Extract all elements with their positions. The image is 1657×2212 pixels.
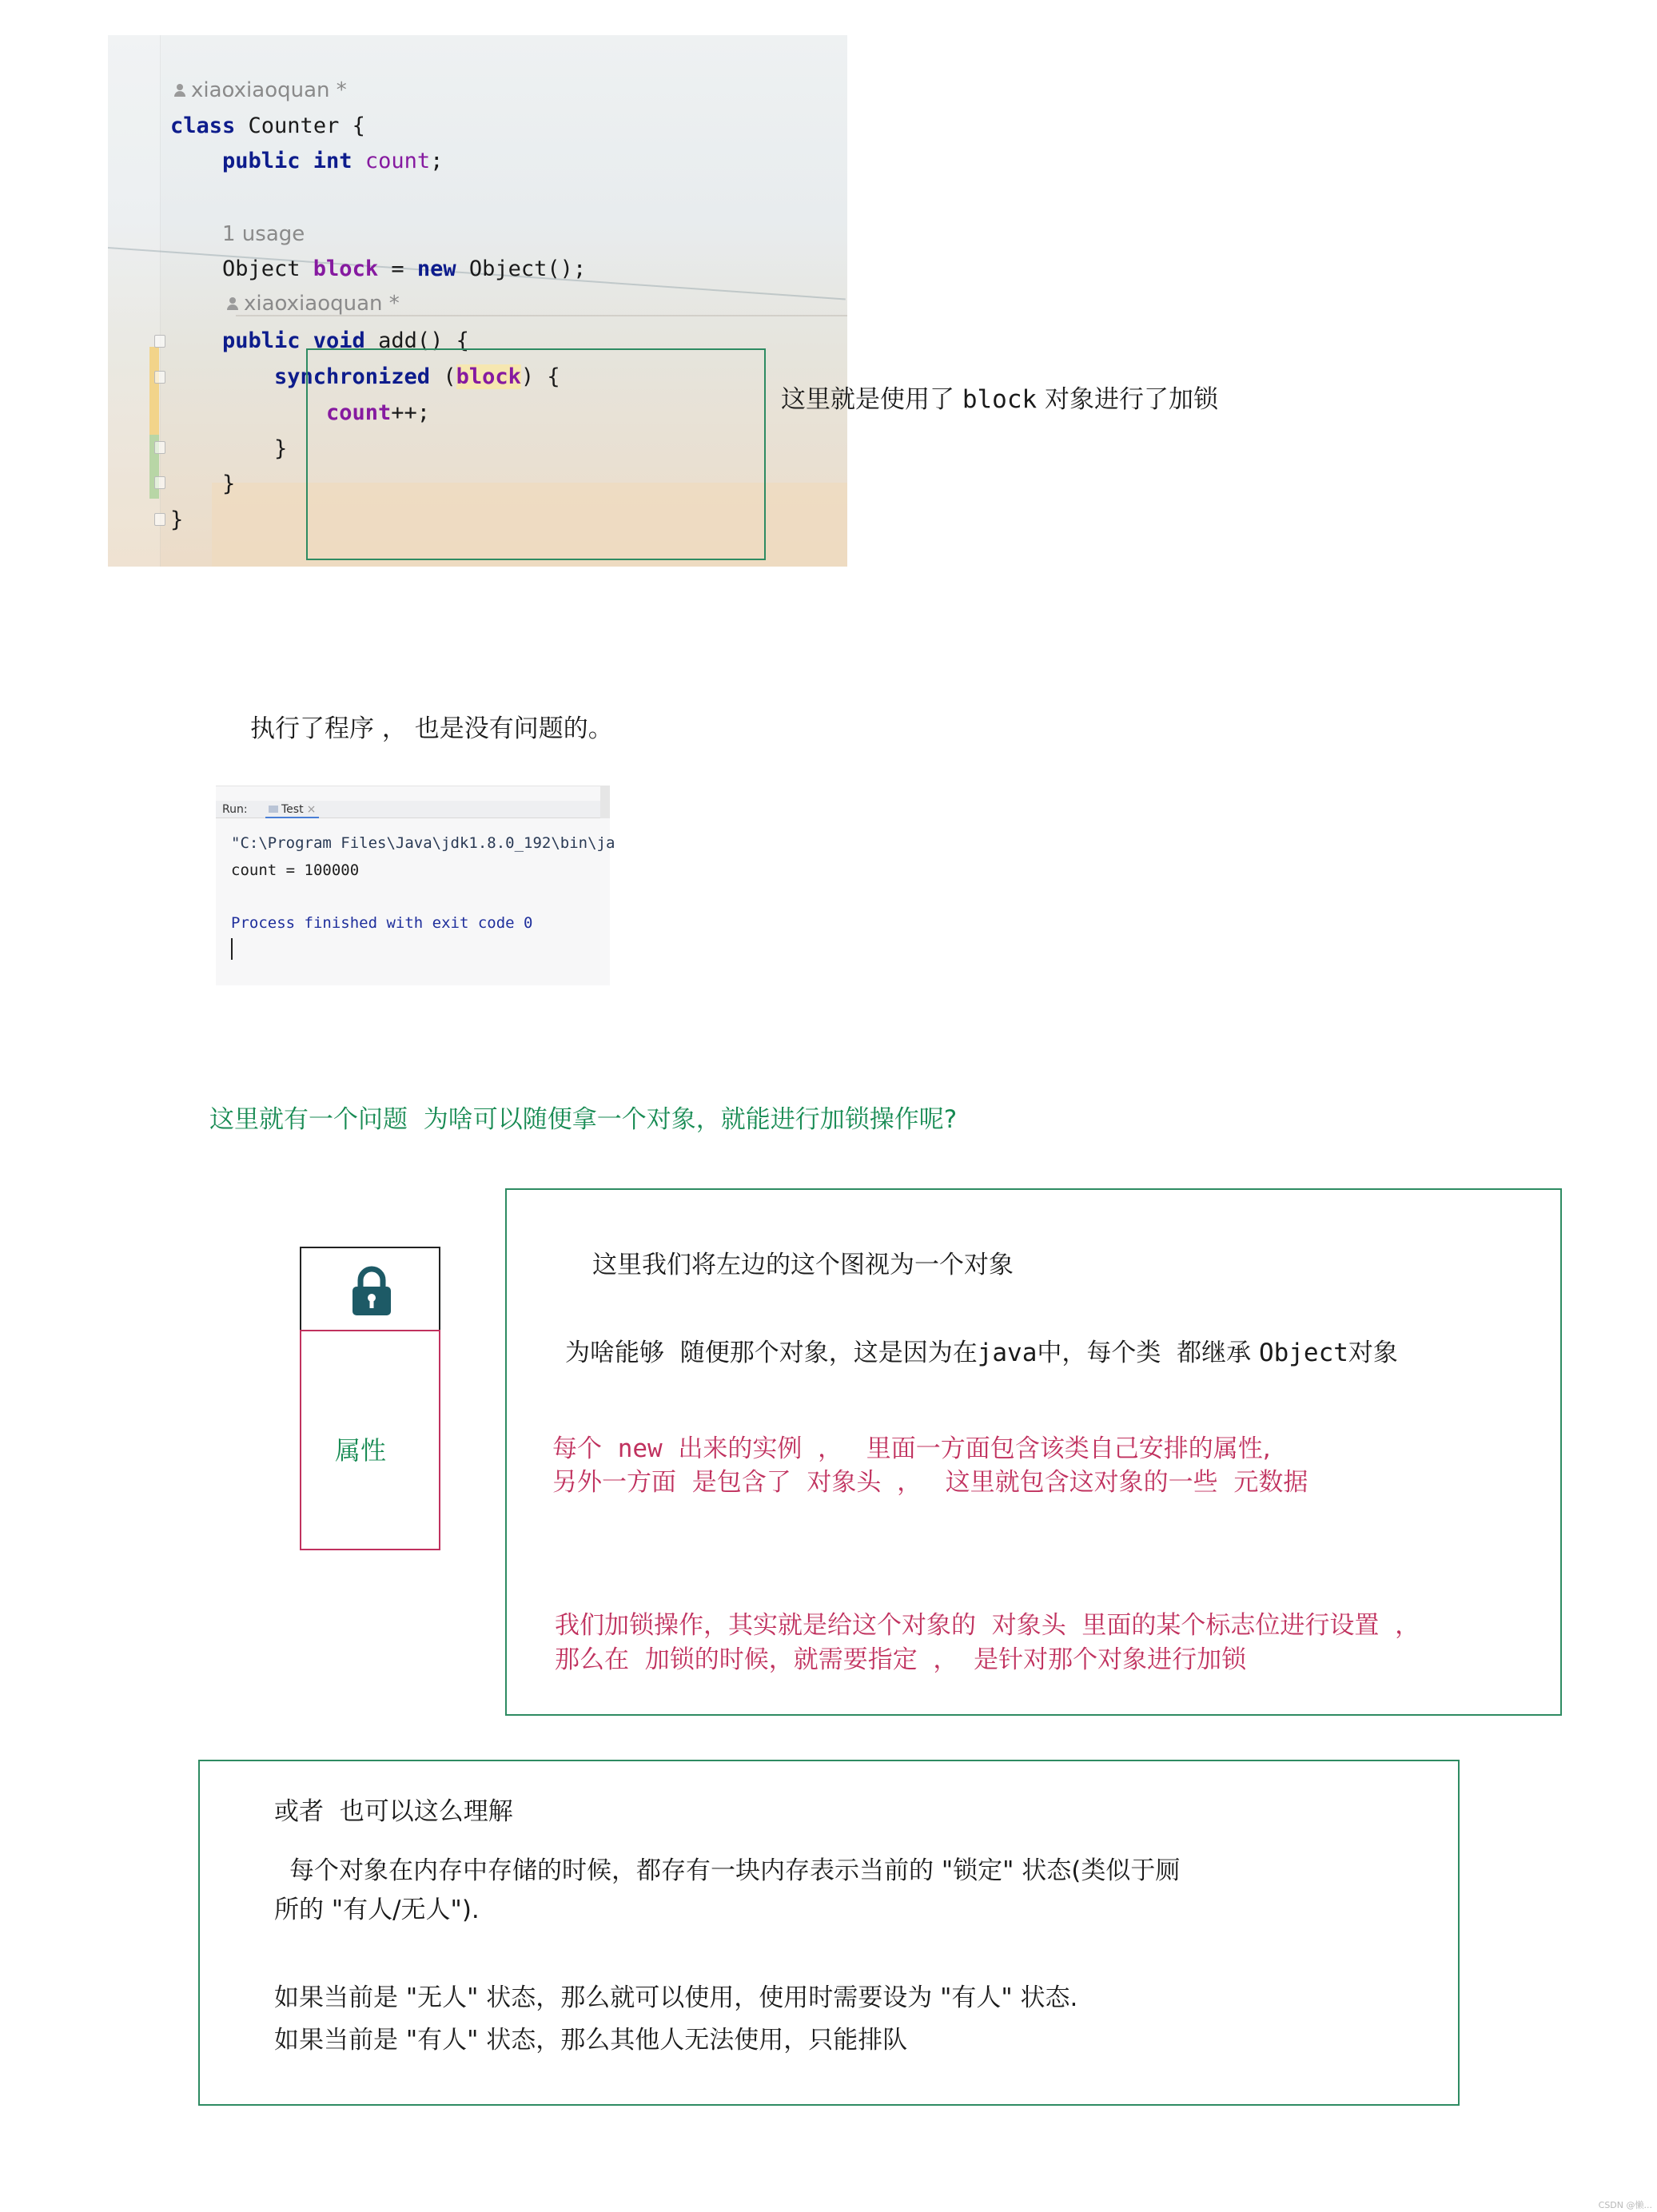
- usage-hint[interactable]: 1 usage: [222, 222, 305, 246]
- code-screenshot: [108, 35, 847, 567]
- explanation-text: 这里我们将左边的这个图视为一个对象: [592, 1251, 1014, 1279]
- object-header-box: [300, 1247, 440, 1331]
- fold-icon[interactable]: [154, 371, 165, 384]
- code-line: Object block = new Object();: [222, 257, 587, 281]
- console-line: "C:\Program Files\Java\jdk1.8.0_192\bin\ja: [231, 834, 615, 852]
- scrollbar[interactable]: [600, 786, 610, 818]
- code-line: public void add() {: [222, 328, 469, 353]
- analogy-text: 或者 也可以这么理解: [274, 1797, 513, 1826]
- code-line: }: [170, 507, 184, 532]
- tab-test[interactable]: Test ×: [265, 801, 319, 818]
- user-icon: [226, 297, 239, 312]
- run-label: Run:: [222, 803, 248, 816]
- text-caret: [231, 938, 233, 960]
- close-icon[interactable]: ×: [306, 803, 317, 816]
- author-hint[interactable]: xiaoxiaoquan *: [226, 292, 400, 316]
- fold-icon[interactable]: [154, 335, 165, 348]
- code-line: count++;: [326, 400, 431, 425]
- watermark: CSDN @懒...: [1598, 2200, 1652, 2210]
- explanation-text: 为啥能够 随便那个对象，这是因为在java中，每个类 都继承 Object对象: [565, 1339, 1398, 1367]
- fold-icon[interactable]: [154, 441, 165, 454]
- explanation-text-red: 那么在 加锁的时候，就需要指定 ， 是针对那个对象进行加锁: [555, 1645, 1247, 1674]
- code-line: }: [274, 436, 288, 461]
- run-console: [216, 786, 615, 985]
- code-line: class Counter {: [170, 113, 365, 138]
- console-icon: [269, 806, 278, 813]
- user-icon: [173, 84, 186, 98]
- caption-lock: 这里就是使用了 block 对象进行了加锁: [781, 385, 1219, 414]
- highlight-box: [306, 348, 766, 560]
- console-line: count = 100000: [231, 861, 360, 879]
- explanation-text-red: 我们加锁操作，其实就是给这个对象的 对象头 里面的某个标志位进行设置 ，: [555, 1611, 1420, 1640]
- analogy-text: 如果当前是 "有人" 状态，那么其他人无法使用，只能排队: [274, 2026, 908, 2055]
- console-line: Process finished with exit code 0: [231, 914, 533, 932]
- analogy-text: 每个对象在内存中存储的时候，都存有一块内存表示当前的 "锁定" 状态(类似于厕: [289, 1856, 1181, 1885]
- attributes-label: 属性: [335, 1435, 387, 1466]
- lock-icon: [349, 1266, 394, 1317]
- code-line: public int count;: [222, 149, 444, 173]
- paragraph-run-result: 执行了程序 ， 也是没有问题的。: [250, 714, 613, 743]
- fold-icon[interactable]: [154, 513, 165, 526]
- object-attributes-box: [300, 1330, 440, 1550]
- change-marker: [149, 347, 159, 435]
- analogy-text: 所的 "有人/无人").: [274, 1896, 480, 1924]
- author-hint[interactable]: xiaoxiaoquan *: [173, 78, 347, 102]
- question-heading: 这里就有一个问题 为啥可以随便拿一个对象，就能进行加锁操作呢?: [209, 1105, 958, 1134]
- fold-icon[interactable]: [154, 476, 165, 489]
- analogy-text: 如果当前是 "无人" 状态，那么就可以使用，使用时需要设为 "有人" 状态.: [274, 1983, 1078, 2012]
- explanation-text-red: 另外一方面 是包含了 对象头 ， 这里就包含这对象的一些 元数据: [552, 1468, 1308, 1497]
- explanation-text-red: 每个 new 出来的实例 ， 里面一方面包含该类自己安排的属性,: [552, 1434, 1271, 1463]
- code-line: }: [222, 471, 236, 496]
- code-line: synchronized (block) {: [274, 364, 560, 389]
